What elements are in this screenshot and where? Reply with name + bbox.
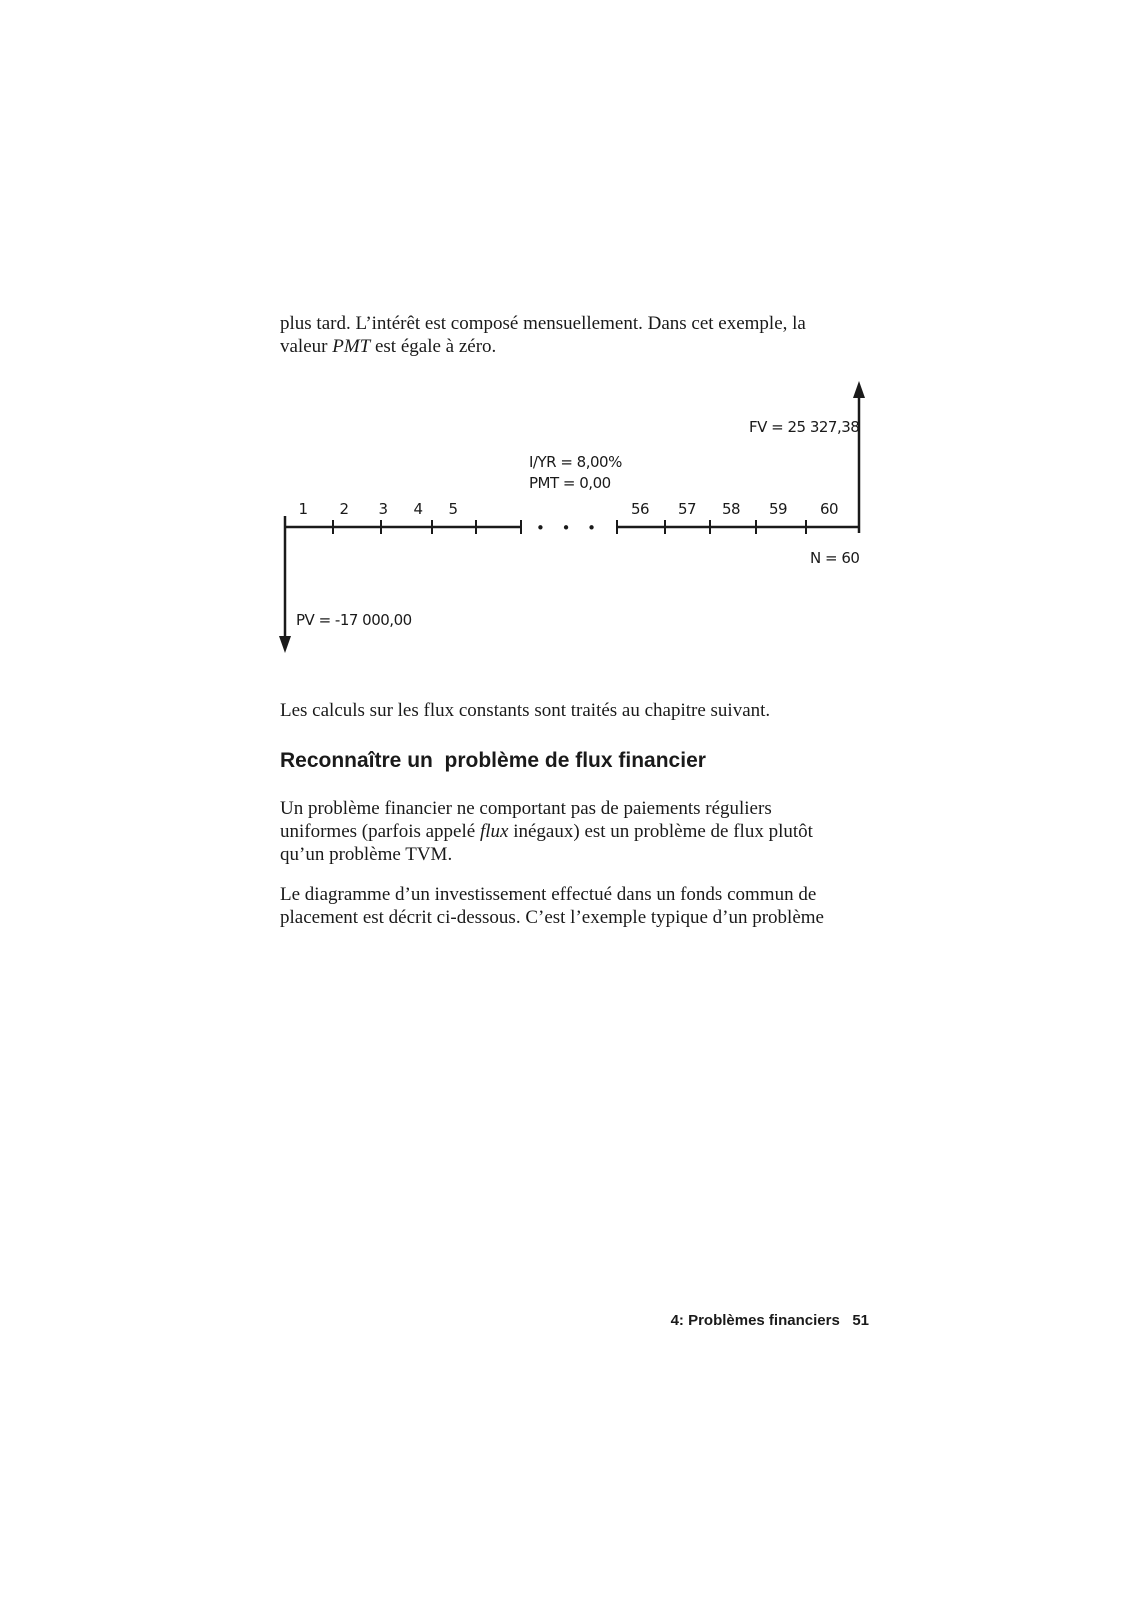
period-label-60: 60: [819, 500, 839, 518]
fv-label: FV = 25 327,38: [749, 418, 860, 436]
period-label-2: 2: [339, 500, 349, 518]
period-label-58: 58: [721, 500, 741, 518]
period-label-4: 4: [413, 500, 423, 518]
n-label: N = 60: [810, 549, 860, 567]
cash-flow-diagram: [0, 0, 1131, 680]
investment-line-1: Le diagramme d’un investissement effectué dans un fonds commun de: [280, 884, 817, 905]
period-label-5: 5: [448, 500, 458, 518]
period-label-57: 57: [677, 500, 697, 518]
uneven-line-2-start: uniformes (parfois appelé: [280, 821, 480, 842]
paragraph-constant-flows: Les calculs sur les flux constants sont traités au chapitre suivant.: [280, 700, 771, 721]
intro-line-1: plus tard. L’intérêt est composé mensuellement. Dans cet exemple, la: [280, 313, 806, 334]
pv-arrow-head: [279, 636, 291, 653]
page-number: 51: [852, 1312, 869, 1329]
period-label-1: 1: [298, 500, 308, 518]
pmt-variable: PMT: [332, 336, 371, 357]
uneven-line-3: qu’un problème TVM.: [280, 844, 453, 865]
period-label-3: 3: [378, 500, 388, 518]
investment-line-2: placement est décrit ci-dessous. C’est l’exemple typique d’un problème: [280, 907, 824, 928]
uneven-line-2-end: inégaux) est un problème de flux plutôt: [508, 821, 813, 842]
fv-arrow-head: [853, 381, 865, 398]
timeline-ellipsis: • • •: [535, 519, 603, 537]
paragraph-investment-diagram: [280, 883, 880, 929]
paragraph-uneven-flows: [280, 797, 880, 866]
page-footer: [671, 1312, 869, 1329]
intro-line-2-start: valeur: [280, 336, 333, 357]
intro-line-2-end: est égale à zéro.: [370, 336, 497, 357]
uneven-line-1: Un problème financier ne comportant pas de paiements réguliers: [280, 798, 772, 819]
pv-label: PV = -17 000,00: [296, 611, 412, 629]
section-heading: Reconnaître un problème de flux financier: [280, 749, 706, 772]
iyr-label: I/YR = 8,00%: [529, 453, 622, 471]
chapter-title: 4: Problèmes financiers: [670, 1312, 840, 1329]
pmt-label: PMT = 0,00: [529, 474, 611, 492]
period-label-59: 59: [768, 500, 788, 518]
period-label-56: 56: [630, 500, 650, 518]
flux-term: flux: [479, 821, 509, 842]
